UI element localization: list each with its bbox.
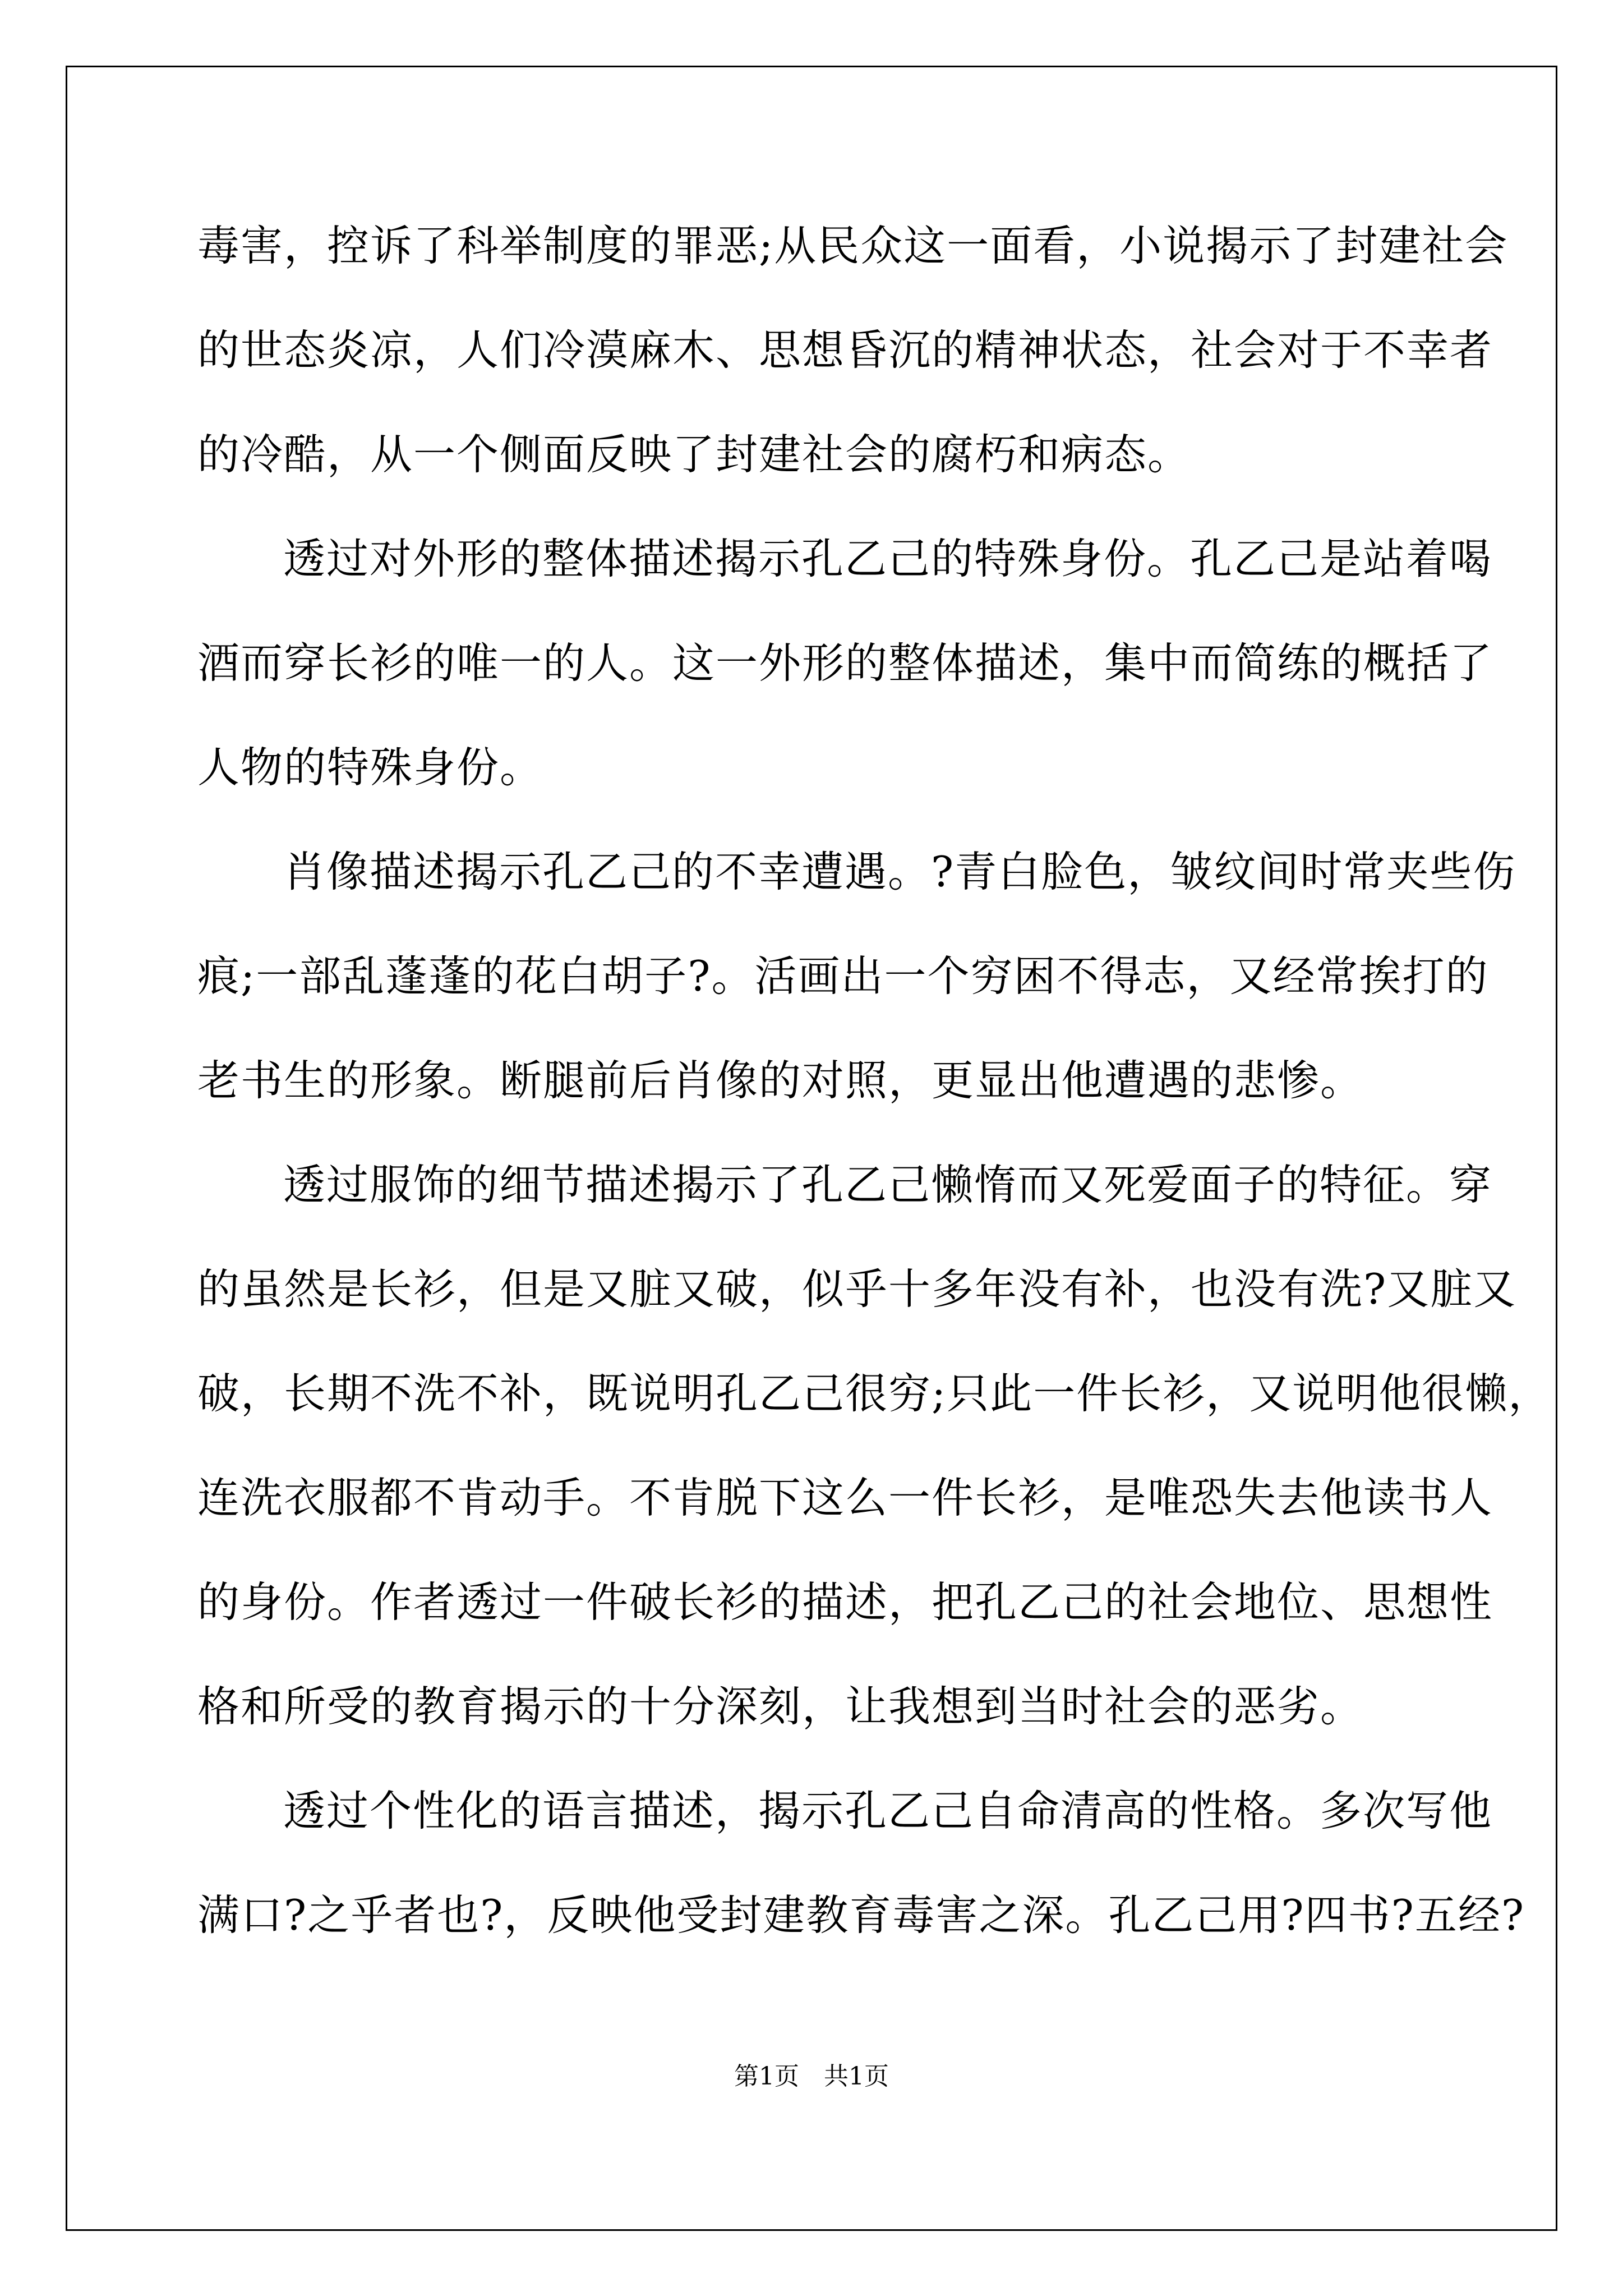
text-line: 格和所受的教育揭示的十分深刻，让我想到当时社会的恶劣。 — [197, 1682, 1364, 1731]
text-line: 的身份。作者透过一件破长衫的描述，把孔乙己的社会地位、思想性 — [197, 1577, 1493, 1627]
page-number: 第1页 共1页 — [734, 2062, 889, 2091]
text-line: 人物的特殊身份。 — [197, 743, 543, 792]
text-line: 满口?之乎者也?，反映他受封建教育毒害之深。孔乙己用?四书?五经? — [197, 1890, 1525, 1940]
text-line: 透过服饰的细节描述揭示了孔乙己懒惰而又死爱面子的特征。穿 — [283, 1160, 1493, 1209]
text-line: 的虽然是长衫，但是又脏又破，似乎十多年没有补，也没有洗?又脏又 — [197, 1264, 1517, 1314]
text-line: 肖像描述揭示孔乙己的不幸遭遇。?青白脸色，皱纹间时常夹些伤 — [283, 847, 1516, 896]
text-line: 老书生的形象。断腿前后肖像的对照，更显出他遭遇的悲惨。 — [197, 1056, 1364, 1105]
text-line: 的世态炎凉，人们冷漠麻木、思想昏沉的精神状态，社会对于不幸者 — [197, 325, 1493, 375]
text-line: 透过个性化的语言描述，揭示孔乙己自命清高的性格。多次写他 — [283, 1786, 1493, 1835]
text-line: 酒而穿长衫的唯一的人。这一外形的整体描述，集中而简练的概括了 — [197, 638, 1493, 688]
text-line: 毒害，控诉了科举制度的罪恶;从民众这一面看，小说揭示了封建社会 — [197, 221, 1509, 270]
text-line: 破，长期不洗不补，既说明孔乙己很穷;只此一件长衫，又说明他很懒， — [197, 1369, 1552, 1418]
text-line: 的冷酷，从一个侧面反映了封建社会的腐朽和病态。 — [197, 430, 1191, 479]
text-line: 痕;一部乱蓬蓬的花白胡子?。活画出一个穷困不得志，又经常挨打的 — [197, 951, 1489, 1001]
text-line: 连洗衣服都不肯动手。不肯脱下这么一件长衫，是唯恐失去他读书人 — [197, 1473, 1493, 1522]
text-line: 透过对外形的整体描述揭示孔乙己的特殊身份。孔乙己是站着喝 — [283, 534, 1493, 583]
